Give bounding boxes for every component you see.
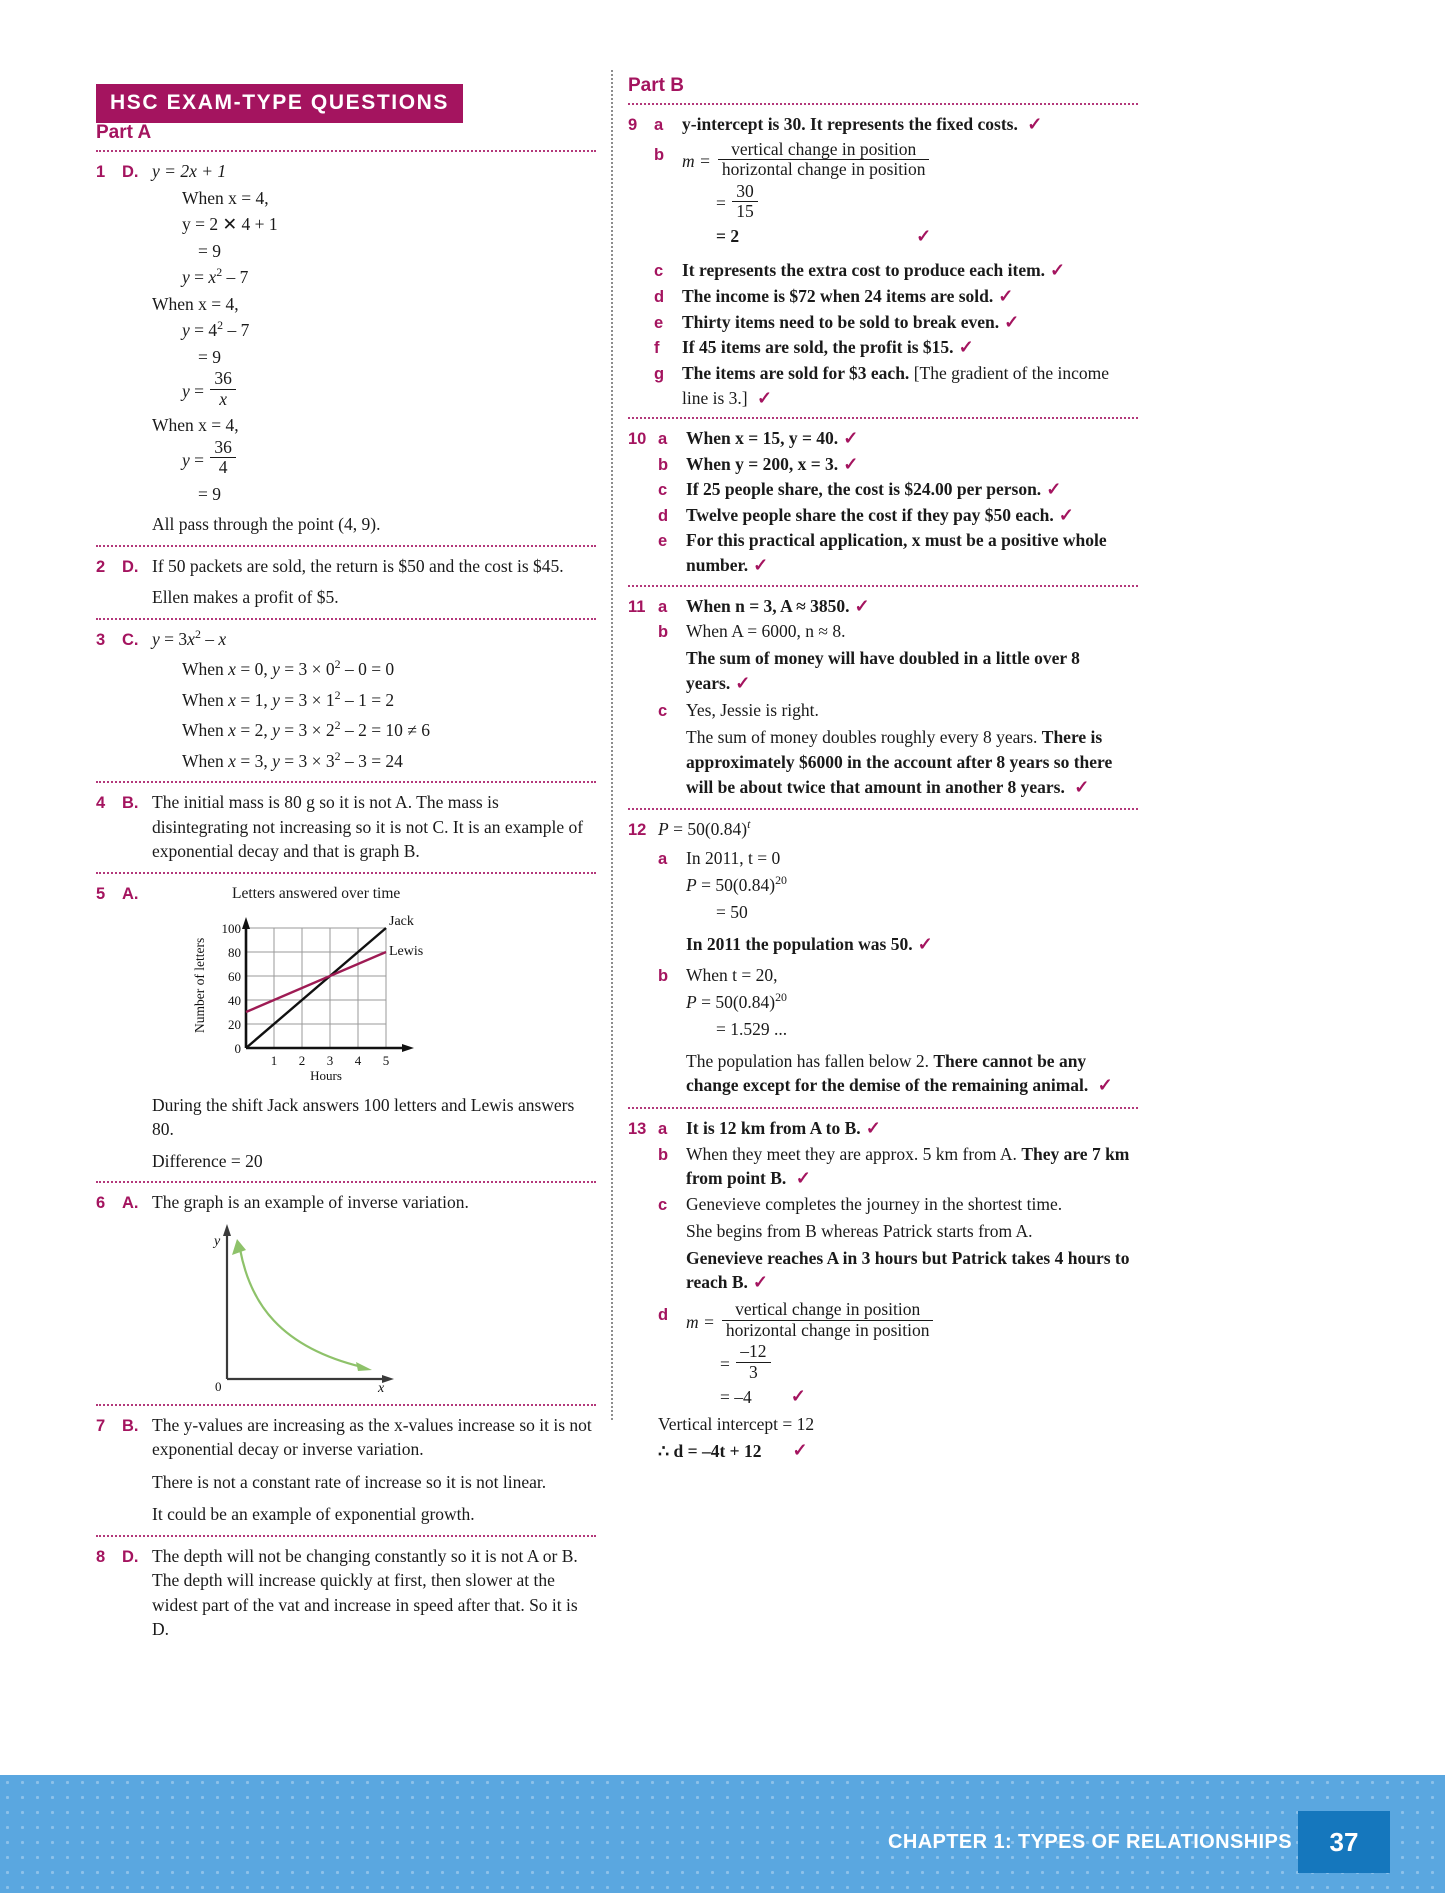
q13-d-line-2: Vertical intercept = 12 [658, 1413, 815, 1434]
question-13 [628, 1116, 1138, 1466]
rule [96, 872, 596, 874]
tick-icon: ✓ [1058, 504, 1074, 525]
frac-denominator: 4 [210, 457, 236, 478]
q4-line-1: The initial mass is 80 g so it is not A. The mass is disintegrating not increasing so it is not C. It is an example of exponential decay and that is graph B. [152, 792, 584, 862]
rule [628, 808, 1138, 810]
question-number: 13 [628, 1119, 647, 1138]
tick-icon: ✓ [795, 1168, 811, 1189]
question-2 [96, 554, 596, 612]
sub-label: b [658, 455, 669, 474]
q12-b-line-3: = 1.529 ... [716, 1018, 788, 1039]
series-label-jack: Jack [389, 913, 414, 929]
question-number: 5 [96, 884, 106, 903]
frac-numerator: 36 [214, 436, 232, 457]
question-7 [96, 1413, 596, 1529]
question-8 [96, 1544, 596, 1644]
svg-text:4: 4 [354, 1052, 362, 1068]
part-a-title: Part A [96, 122, 152, 143]
q1-line-11: All pass through the point (4, 9). [152, 514, 381, 535]
q12-b-line-1: When t = 20, [686, 965, 778, 986]
q10-part-a [658, 426, 1138, 452]
q13-part-c [658, 1192, 1138, 1298]
chart-title: Letters answered over time [232, 884, 401, 902]
answer-letter: B. [122, 794, 139, 813]
inverse-variation-graph [192, 1219, 492, 1394]
frac-numerator: 30 [736, 180, 754, 201]
tick-icon: ✓ [1004, 311, 1020, 332]
q11-b-line-1: When A = 6000, n ≈ 8. [686, 621, 846, 642]
q13-b-plain: When they meet they are approx. 5 km from A. [686, 1143, 1017, 1164]
tick-icon: ✓ [1027, 114, 1043, 134]
q1-line-2: When x = 4, [182, 187, 269, 208]
column-divider [611, 70, 613, 1420]
rule [96, 618, 596, 620]
q7-line-2: There is not a constant rate of increase so it is not linear. [152, 1471, 547, 1492]
sub-label: b [658, 623, 669, 642]
rule [96, 781, 596, 783]
q1-line-6: When x = 4, [152, 293, 239, 314]
answer-letter: A. [122, 1194, 139, 1213]
q11-part-a [658, 594, 1138, 620]
question-number: 2 [96, 557, 106, 576]
q13-part-b [658, 1142, 1138, 1192]
q1-line-9: When x = 4, [152, 415, 239, 436]
svg-text:80: 80 [228, 944, 241, 960]
q13-a-text: It is 12 km from A to B. [686, 1117, 861, 1138]
q12-b-bold: There cannot be any change except for the demise of the remaining animal. [686, 1050, 1089, 1096]
sub-label: a [658, 1119, 668, 1138]
q10-a-text: When x = 15, y = 40. [686, 428, 839, 449]
sub-label: a [658, 430, 668, 449]
tick-icon: ✓ [790, 1386, 806, 1407]
sub-label: c [654, 262, 664, 281]
frac-denominator: horizontal change in position [722, 1320, 934, 1341]
chart-svg [176, 883, 476, 1083]
sub-label: g [654, 364, 665, 383]
q3-line-5: When x = 3, $y = 3 \times 3^2 - 3 = 24$ [182, 749, 403, 771]
q13-b-bold: They are 7 km from point B. [686, 1143, 1130, 1189]
q1-line-1: y = 2x + 1 [152, 161, 227, 181]
q13-part-a [658, 1116, 1138, 1142]
question-11 [628, 594, 1138, 803]
sub-label: a [654, 116, 664, 134]
tick-icon: ✓ [752, 1272, 768, 1293]
hsc-exam-banner: HSC EXAM-TYPE QUESTIONS [96, 84, 463, 123]
q13-c-line-3: Genevieve reaches A in 3 hours but Patrick takes 4 hours to reach B. [686, 1247, 1130, 1293]
q12-a-line-4: In 2011 the population was 50. [686, 933, 913, 954]
sub-label: a [658, 849, 668, 868]
q9-part-c [654, 258, 1138, 284]
rule [628, 103, 1138, 105]
question-number: 9 [628, 116, 638, 134]
q9-e-text: Thirty items need to be sold to break even. [682, 311, 1000, 332]
rule [96, 1404, 596, 1406]
svg-text:2: 2 [298, 1052, 306, 1068]
series-label-lewis: Lewis [389, 943, 424, 959]
tick-icon: ✓ [916, 225, 932, 246]
question-6 [96, 1190, 596, 1398]
rule [96, 150, 596, 152]
q9-part-b [654, 138, 1138, 250]
q13-d-result: = –4 [720, 1386, 752, 1407]
q10-c-text: If 25 people share, the cost is $24.00 per person. [686, 479, 1042, 500]
question-number: 3 [96, 630, 106, 649]
sub-label: d [658, 1306, 669, 1324]
answer-letter: D. [122, 1547, 139, 1566]
q1-line-3: y = 2 ✕ 4 + 1 [182, 214, 278, 234]
inverse-graph-svg [192, 1219, 492, 1394]
frac-denominator: horizontal change in position [718, 159, 930, 180]
tick-icon: ✓ [1050, 260, 1066, 281]
question-3 [96, 627, 596, 776]
svg-text:3: 3 [326, 1052, 334, 1068]
tick-icon: ✓ [735, 672, 751, 693]
q6-line-1: The graph is an example of inverse variation. [152, 1192, 469, 1213]
svg-text:100: 100 [221, 920, 241, 936]
q8-line-1: The depth will not be changing constantly so it is not A or B. The depth will increase quickly at first, then slower at the widest part of the vat and increase in speed after that. So it is D. [152, 1545, 578, 1640]
sub-label: d [658, 506, 669, 525]
q11-c-bold: There is approximately $6000 in the account after 8 years so there will be about twice that amount in another 8 years. [686, 727, 1113, 797]
question-number: 10 [628, 430, 647, 449]
rule [96, 1181, 596, 1183]
q1-line-7: $y = 4^2 - 7$ [182, 318, 250, 340]
sub-label: e [654, 313, 664, 332]
part-b-title: Part B [628, 75, 684, 96]
question-1 [96, 159, 596, 539]
rule [96, 1535, 596, 1537]
question-number: 1 [96, 163, 106, 181]
q13-d-m: m = [686, 1311, 715, 1332]
q9-part-a [654, 112, 1138, 138]
q5-line-2: Difference = 20 [152, 1150, 263, 1171]
q10-d-text: Twelve people share the cost if they pay $50 each. [686, 504, 1054, 525]
q9-b-formula [682, 138, 1138, 182]
q3-line-4: When x = 2, $y = 3 \times 2^2 - 2 = 10 \ne 6$ [182, 718, 431, 741]
chart-ylabel: Number of letters [192, 937, 207, 1033]
q12-b-line-2: $P = 50(0.84)^{20}$ [686, 990, 787, 1012]
tick-icon: ✓ [1074, 776, 1090, 797]
tick-icon: ✓ [843, 428, 859, 449]
question-9 [628, 112, 1138, 411]
svg-text:20: 20 [228, 1016, 241, 1032]
series-jack [246, 928, 386, 1048]
sub-label: f [654, 339, 660, 358]
tick-icon: ✓ [757, 387, 773, 408]
q12-a-line-2: $P = 50(0.84)^{20}$ [686, 873, 787, 895]
tick-icon: ✓ [843, 453, 859, 474]
q13-c-line-1: Genevieve completes the journey in the shortest time. [686, 1193, 1063, 1214]
frac-numerator: –12 [740, 1341, 767, 1362]
q11-part-b [658, 619, 1138, 698]
question-number: 7 [96, 1416, 106, 1435]
sub-label: d [654, 288, 665, 307]
q11-a-text: When n = 3, A ≈ 3850. [686, 595, 850, 616]
svg-text:1: 1 [270, 1052, 278, 1068]
origin-label: 0 [215, 1378, 222, 1394]
q1-line-8: = 9 [198, 346, 221, 367]
sub-label: c [658, 1195, 668, 1214]
q13-d-formula [686, 1299, 1138, 1342]
q3-line-2: When x = 0, $y = 3 \times 0^2 - 0 = 0$ [182, 657, 395, 680]
q3-line-1: $y = 3x^2 - x$ [152, 627, 227, 649]
svg-text:5: 5 [382, 1052, 390, 1068]
page-footer [0, 1775, 1445, 1893]
q9-part-g [654, 361, 1138, 411]
frac-denominator: x [210, 389, 236, 410]
q9-b-m: m = [682, 151, 711, 172]
q3-line-3: When x = 1, $y = 3 \times 1^2 - 1 = 2$ [182, 688, 395, 710]
question-5 [96, 881, 596, 1176]
svg-text:0: 0 [234, 1040, 241, 1056]
sub-label: e [658, 532, 668, 551]
svg-text:60: 60 [228, 968, 241, 984]
frac-numerator: vertical change in position [731, 138, 917, 159]
q13-d-line-3: ∴ d = –4t + 12 [658, 1440, 762, 1461]
tick-icon: ✓ [753, 555, 769, 576]
q12-part-b [658, 963, 1138, 1101]
q12-part-a [658, 846, 1138, 959]
q9-part-d [654, 284, 1138, 310]
rule [96, 545, 596, 547]
q9-part-f [654, 335, 1138, 361]
answer-letter: B. [122, 1416, 139, 1435]
rule [628, 585, 1138, 587]
q10-part-d [658, 503, 1138, 529]
q10-part-b [658, 452, 1138, 478]
tick-icon: ✓ [854, 595, 870, 616]
q1-fraction-1: y = $\frac{36}{x}$ [152, 371, 596, 411]
sub-label: b [654, 145, 665, 164]
question-12 [628, 817, 1138, 1101]
q7-line-1: The y-values are increasing as the x-values increase so it is not exponential decay or inverse variation. [152, 1414, 592, 1460]
tick-icon: ✓ [865, 1117, 881, 1138]
question-number: 8 [96, 1547, 106, 1566]
tick-icon: ✓ [958, 337, 974, 358]
q2-line-2: Ellen makes a profit of $5. [152, 587, 339, 608]
q13-d-result-row [686, 1384, 1138, 1410]
tick-icon: ✓ [917, 933, 933, 954]
q9-c-text: It represents the extra cost to produce each item. [682, 260, 1046, 281]
answer-letter: D. [122, 557, 139, 576]
answer-letter: D. [122, 163, 139, 181]
q9-a-text: y-intercept is 30. It represents the fixed costs. [682, 114, 1018, 134]
q9-part-e [654, 310, 1138, 336]
q13-part-d [658, 1299, 1138, 1410]
letters-answered-chart [176, 883, 476, 1083]
tick-icon: ✓ [792, 1440, 808, 1461]
rule [628, 1107, 1138, 1109]
q7-line-3: It could be an example of exponential growth. [152, 1504, 475, 1525]
q11-c-line-1: Yes, Jessie is right. [686, 700, 819, 721]
sub-label: a [658, 597, 668, 616]
q12-b-plain: The population has fallen below 2. [686, 1050, 929, 1071]
tick-icon: ✓ [1097, 1075, 1113, 1096]
question-4 [96, 790, 596, 866]
q11-c-plain: The sum of money doubles roughly every 8 years. [686, 727, 1038, 748]
sub-label: b [658, 967, 669, 986]
question-number: 6 [96, 1194, 106, 1213]
tick-icon: ✓ [1046, 479, 1062, 500]
axis-label-y: y [214, 1233, 221, 1249]
q9-b-result-row [682, 224, 1138, 250]
q9-b-fraction2: = $\frac{30}{15}$ [682, 184, 1138, 224]
q10-e-text: For this practical application, x must be a positive whole number. [686, 530, 1107, 576]
page-number-box [1298, 1811, 1390, 1873]
q13-c-line-2: She begins from B whereas Patrick starts from A. [686, 1220, 1033, 1241]
frac-denominator: 15 [732, 201, 758, 222]
q1-line-4: = 9 [198, 240, 221, 261]
q9-g-plain: [The gradient of the income line is 3.] [682, 362, 1110, 408]
frac-numerator: vertical change in position [735, 1299, 921, 1319]
axis-label-x: x [378, 1380, 385, 1394]
sub-label: c [658, 481, 668, 500]
q9-g-bold: The items are sold for $3 each. [682, 362, 910, 383]
q1-line-5: $y = x^2 - 7$ [182, 265, 249, 287]
q9-d-text: The income is $72 when 24 items are sold. [682, 286, 994, 307]
q11-b-line-2: The sum of money will have doubled in a little over 8 years. [686, 648, 1080, 693]
question-number: 12 [628, 821, 647, 840]
chart-xlabel: Hours [310, 1067, 342, 1083]
answer-letter: A. [122, 884, 139, 903]
q12-a-line-3: = 50 [716, 901, 748, 922]
q10-part-e [658, 528, 1138, 578]
q5-line-1: During the shift Jack answers 100 letters and Lewis answers 80. [152, 1094, 575, 1140]
q12-a-line-1: In 2011, t = 0 [686, 847, 781, 868]
rule [628, 417, 1138, 419]
q1-fraction-2: y = $\frac{36}{4}$ [152, 440, 596, 480]
question-number: 4 [96, 794, 106, 813]
q10-b-text: When y = 200, x = 3. [686, 453, 839, 474]
question-number: 11 [628, 597, 646, 616]
sub-label: c [658, 702, 668, 721]
q9-b-result: = 2 [716, 226, 740, 247]
right-column [628, 75, 1138, 1466]
frac-numerator: 36 [214, 368, 232, 388]
q1-line-10: = 9 [198, 483, 221, 504]
answer-letter: C. [122, 630, 139, 649]
chapter-label: CHAPTER 1: TYPES OF RELATIONSHIPS [888, 1831, 1292, 1853]
q11-part-c [658, 698, 1138, 802]
q9-f-text: If 45 items are sold, the profit is $15. [682, 337, 954, 358]
svg-text:40: 40 [228, 992, 241, 1008]
question-10 [628, 426, 1138, 579]
tick-icon: ✓ [998, 286, 1014, 307]
sub-label: b [658, 1145, 669, 1164]
page-number: 37 [1329, 1826, 1359, 1857]
q12-head: $P = 50(0.84)^t$ [658, 817, 751, 840]
q13-d-fraction2: = $\frac{-12}{3}$ [686, 1344, 1138, 1384]
q10-part-c [658, 477, 1138, 503]
left-column [96, 122, 596, 1644]
frac-denominator: 3 [736, 1362, 770, 1383]
q2-line-1: If 50 packets are sold, the return is $50 and the cost is $45. [152, 555, 564, 576]
series-lewis [246, 952, 386, 1012]
